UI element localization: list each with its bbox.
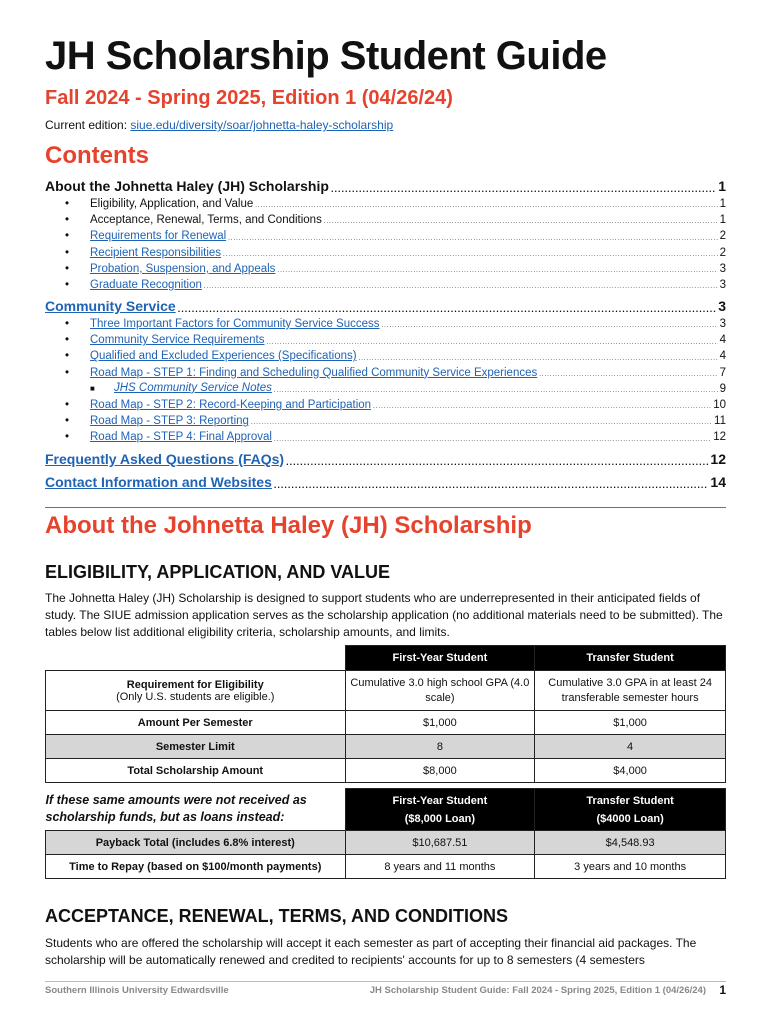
- row-label: Semester Limit: [46, 735, 346, 759]
- column-header: [535, 789, 726, 831]
- toc-leader: [539, 370, 717, 381]
- row-label: Payback Total (includes 6.8% interest): [46, 831, 346, 855]
- table-cell: 8: [345, 735, 535, 759]
- table-cell: $4,000: [535, 759, 726, 783]
- toc-entry-about[interactable]: [45, 176, 726, 196]
- table-row: [46, 759, 726, 783]
- toc-leader: [324, 217, 718, 228]
- footer-institution: Southern Illinois University Edwardsville: [45, 985, 229, 996]
- toc-label: Road Map - STEP 1: Finding and Scheduling Qualified Community Service Experiences: [90, 366, 538, 379]
- toc-leader: [274, 435, 711, 446]
- toc-page: 4: [719, 350, 726, 363]
- contents-heading: Contents: [45, 142, 149, 169]
- column-header-sub: ($4000 Loan): [596, 812, 664, 825]
- toc-page: 12: [713, 431, 726, 444]
- toc-page: 1: [718, 178, 726, 194]
- column-header: [345, 789, 535, 831]
- toc-entry-eligibility[interactable]: [45, 196, 726, 212]
- toc-entry-three-factors[interactable]: [45, 316, 726, 332]
- current-edition-label: Current edition:: [45, 118, 131, 132]
- toc-leader: [266, 338, 717, 349]
- bullet-icon: •: [65, 415, 70, 428]
- toc-label: Frequently Asked Questions (FAQs): [45, 450, 285, 467]
- loan-question: If these same amounts were not received as scholarship funds, but as loans instead:: [45, 793, 307, 825]
- toc-entry-cs-requirements[interactable]: [45, 332, 726, 348]
- column-header-title: First-Year Student: [392, 794, 488, 807]
- toc-page: 7: [719, 366, 726, 379]
- footer-guide-title: JH Scholarship Student Guide: Fall 2024 - Spring 2025, Edition 1 (04/26/24): [369, 985, 706, 996]
- toc-page: 2: [719, 230, 726, 243]
- toc-leader: [251, 418, 712, 429]
- current-edition-line: [45, 118, 393, 132]
- toc-leader: [277, 266, 717, 277]
- table-row: [46, 855, 726, 879]
- table-cell: $4,548.93: [535, 831, 726, 855]
- footer-divider: [45, 981, 726, 982]
- table-row: [46, 735, 726, 759]
- bullet-icon: •: [65, 366, 70, 379]
- bullet-icon: •: [65, 246, 70, 259]
- toc-label: Three Important Factors for Community Service Success: [90, 318, 380, 331]
- toc-label: Road Map - STEP 2: Record-Keeping and Participation: [90, 399, 372, 412]
- toc-leader: [274, 478, 709, 492]
- toc-page: 3: [719, 262, 726, 275]
- toc-label: Contact Information and Websites: [45, 473, 272, 490]
- table-row: [46, 671, 726, 711]
- bullet-icon: •: [65, 350, 70, 363]
- toc-page: 1: [719, 214, 726, 227]
- bullet-icon: •: [65, 197, 70, 210]
- toc-label: Road Map - STEP 3: Reporting: [90, 415, 249, 428]
- table-of-contents: [45, 176, 726, 492]
- toc-label: Requirements for Renewal: [90, 230, 227, 243]
- table-cell: Cumulative 3.0 high school GPA (4.0 scale): [345, 671, 535, 711]
- table-cell: $10,687.51: [345, 831, 535, 855]
- toc-leader: [255, 201, 717, 212]
- toc-label: Acceptance, Renewal, Terms, and Conditions: [90, 214, 322, 227]
- row-label-note: (Only U.S. students are eligible.): [116, 690, 275, 703]
- toc-entry-community-service[interactable]: [45, 296, 726, 316]
- toc-label: Recipient Responsibilities: [90, 246, 222, 259]
- toc-entry-step1[interactable]: [45, 365, 726, 381]
- bullet-icon: •: [65, 334, 70, 347]
- toc-page: 2: [719, 246, 726, 259]
- toc-entry-qualified-excluded[interactable]: [45, 349, 726, 365]
- toc-entry-probation[interactable]: [45, 261, 726, 277]
- toc-page: 9: [719, 382, 726, 395]
- toc-leader: [274, 386, 718, 397]
- toc-entry-responsibilities[interactable]: [45, 245, 726, 261]
- toc-leader: [331, 182, 716, 196]
- toc-page: 3: [718, 298, 726, 315]
- toc-label: Probation, Suspension, and Appeals: [90, 262, 276, 275]
- toc-page: 1: [719, 197, 726, 210]
- toc-entry-contact[interactable]: [45, 472, 726, 492]
- page-number: 1: [719, 983, 726, 997]
- column-header-title: Transfer Student: [586, 794, 674, 807]
- column-header-sub: ($8,000 Loan): [404, 812, 476, 825]
- toc-label: Road Map - STEP 4: Final Approval: [90, 431, 272, 444]
- toc-entry-faqs[interactable]: [45, 449, 726, 469]
- toc-label: Eligibility, Application, and Value: [90, 197, 254, 210]
- toc-label: Community Service: [45, 298, 176, 315]
- bullet-icon: •: [65, 431, 70, 444]
- table-cell: Cumulative 3.0 GPA in at least 24 transferable semester hours: [535, 671, 726, 711]
- table-row: [46, 831, 726, 855]
- toc-leader: [178, 302, 716, 316]
- toc-page: 10: [713, 399, 726, 412]
- toc-label: JHS Community Service Notes: [114, 381, 272, 394]
- square-bullet-icon: ■: [90, 383, 95, 393]
- toc-page: 3: [719, 278, 726, 291]
- toc-leader: [359, 354, 718, 365]
- toc-page: 12: [710, 450, 726, 467]
- bullet-icon: •: [65, 399, 70, 412]
- toc-leader: [382, 321, 718, 332]
- toc-entry-graduate[interactable]: [45, 277, 726, 293]
- toc-leader: [286, 455, 708, 469]
- bullet-icon: •: [65, 262, 70, 275]
- toc-leader: [223, 250, 718, 261]
- toc-leader: [204, 282, 718, 293]
- column-header: First-Year Student: [345, 646, 535, 671]
- table-cell: 3 years and 10 months: [535, 855, 726, 879]
- page-title: JH Scholarship Student Guide: [45, 34, 607, 78]
- column-header: Transfer Student: [535, 646, 726, 671]
- row-label: Amount Per Semester: [46, 711, 346, 735]
- table-cell: $8,000: [345, 759, 535, 783]
- toc-page: 14: [710, 473, 726, 490]
- row-label: [46, 671, 346, 711]
- toc-entry-step2[interactable]: [45, 397, 726, 413]
- toc-entry-acceptance[interactable]: [45, 212, 726, 228]
- table-cell: 8 years and 11 months: [345, 855, 535, 879]
- acceptance-heading: ACCEPTANCE, RENEWAL, TERMS, AND CONDITIONS: [45, 906, 509, 926]
- toc-entry-step3[interactable]: [45, 413, 726, 429]
- toc-page: 11: [714, 415, 726, 428]
- current-edition-link[interactable]: siue.edu/diversity/soar/johnetta-haley-scholarship: [130, 118, 394, 132]
- bullet-icon: •: [65, 318, 70, 331]
- toc-leader: [373, 402, 711, 413]
- toc-leader: [228, 234, 717, 245]
- section-divider: [45, 507, 726, 508]
- toc-page: 3: [719, 318, 726, 331]
- bullet-icon: •: [65, 214, 70, 227]
- about-heading: About the Johnetta Haley (JH) Scholarship: [45, 512, 532, 539]
- row-label: Time to Repay (based on $100/month payments): [46, 855, 346, 879]
- table-cell: $1,000: [535, 711, 726, 735]
- toc-page: 4: [719, 334, 726, 347]
- acceptance-paragraph: Students who are offered the scholarship will accept it each semester as part of accepting their financial aid packages. The scholarship will be automatically renewed and credited to recipients' accounts for up to 8 semesters (4 semesters: [45, 936, 697, 967]
- toc-label: Graduate Recognition: [90, 278, 202, 291]
- row-label: Total Scholarship Amount: [46, 759, 346, 783]
- toc-entry-step4[interactable]: [45, 429, 726, 445]
- row-label-title: Requirement for Eligibility: [126, 678, 264, 691]
- intro-paragraph: The Johnetta Haley (JH) Scholarship is designed to support students who are underrepresented in their anticipated fields of study. The SIUE admission application serves as the scholarship application (no additional materials need to be submitted). The tables below list additional eligibility criteria, scholarship amounts, and limits.: [45, 591, 723, 639]
- loan-comparison-table: [45, 788, 726, 879]
- toc-label: About the Johnetta Haley (JH) Scholarship: [45, 178, 329, 194]
- toc-entry-jhs-notes[interactable]: [45, 381, 726, 397]
- bullet-icon: •: [65, 230, 70, 243]
- table-cell: $1,000: [345, 711, 535, 735]
- toc-label: Community Service Requirements: [90, 334, 265, 347]
- bullet-icon: •: [65, 278, 70, 291]
- table-cell: 4: [535, 735, 726, 759]
- table-row: [46, 711, 726, 735]
- eligibility-table: [45, 645, 726, 783]
- toc-label: Qualified and Excluded Experiences (Specifications): [90, 350, 357, 363]
- eligibility-heading: ELIGIBILITY, APPLICATION, AND VALUE: [45, 562, 391, 582]
- edition-subtitle: Fall 2024 - Spring 2025, Edition 1 (04/26/24): [45, 87, 453, 109]
- toc-entry-requirements[interactable]: [45, 228, 726, 244]
